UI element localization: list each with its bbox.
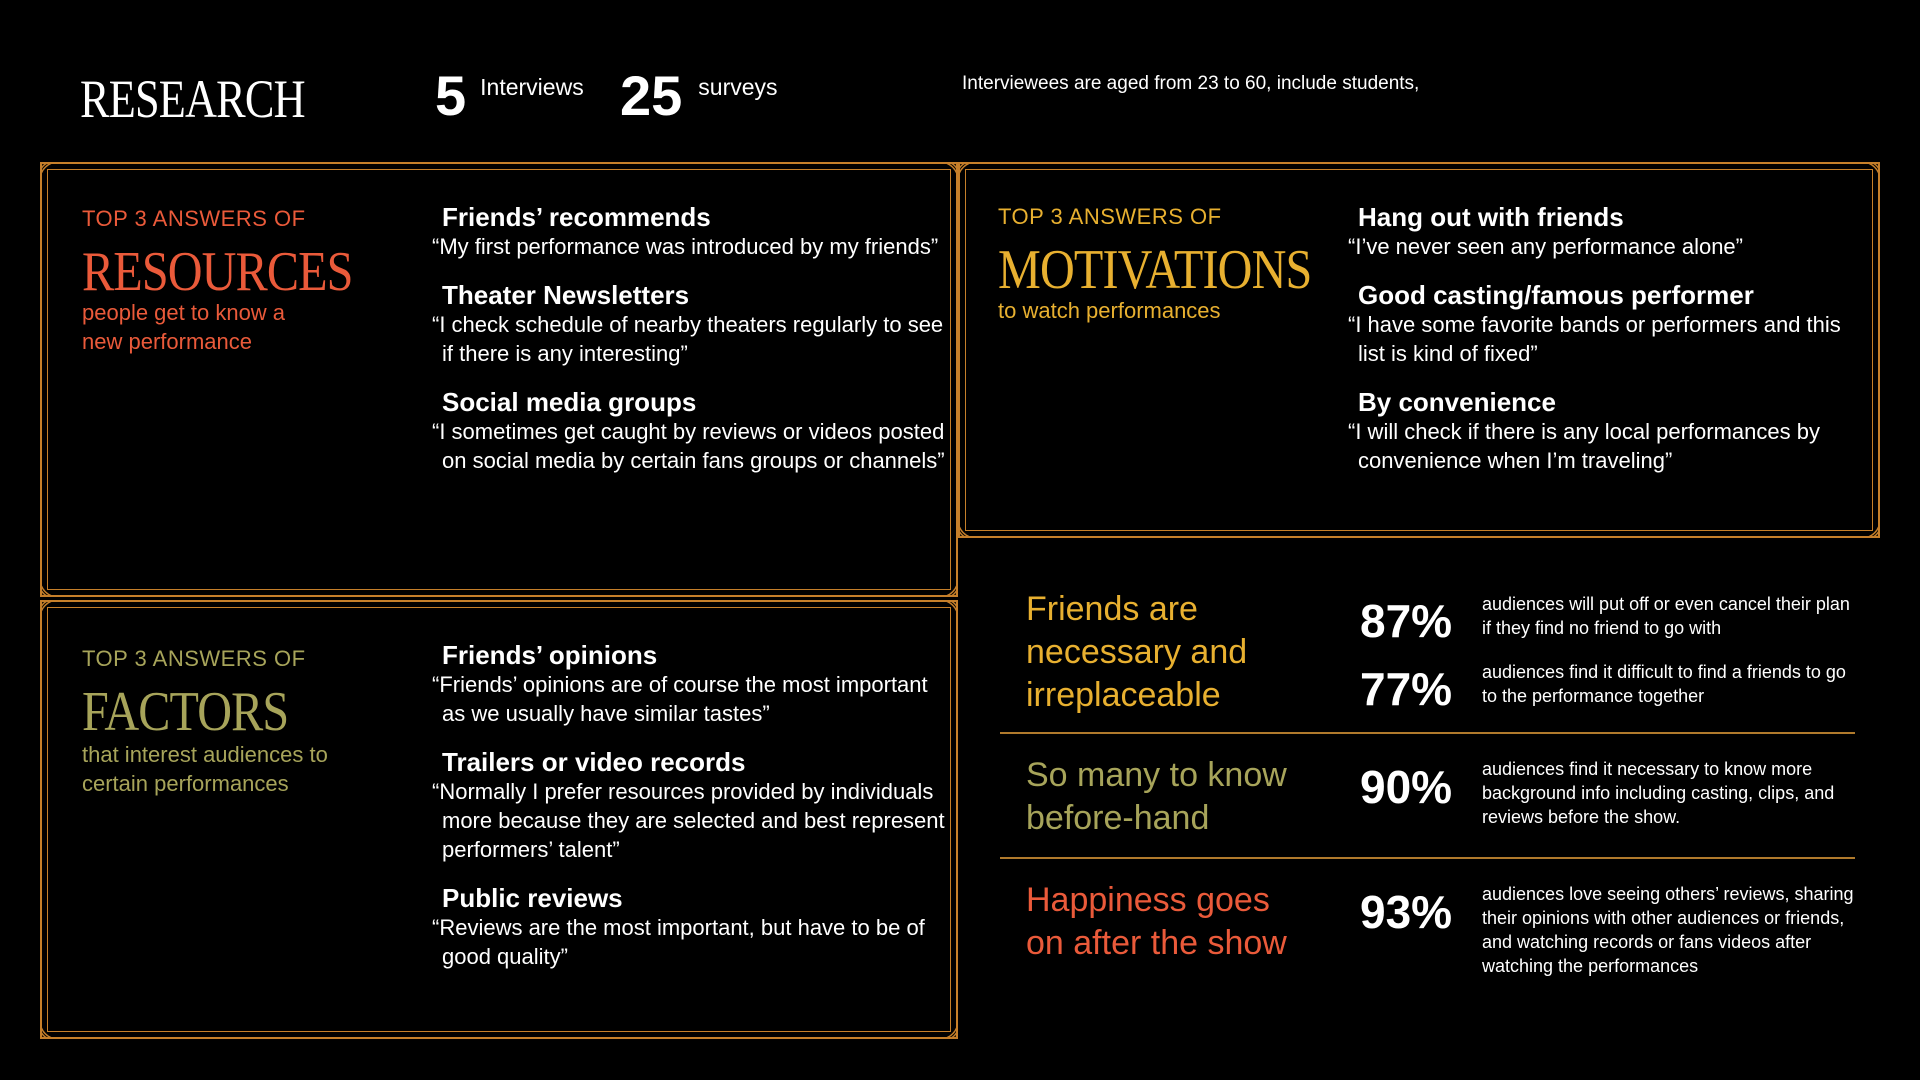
corner-ornament — [40, 600, 64, 624]
insight-before-hand — [1000, 754, 1855, 854]
insight-heading-line: So many to know — [1026, 756, 1287, 794]
item-quote: “I have some favorite bands or performers and this list is kind of fixed” — [1348, 312, 1841, 366]
insight-heading-line: necessary and — [1026, 633, 1248, 671]
item-quote: “I sometimes get caught by reviews or videos posted on social media by certain fans groups or channels” — [432, 419, 945, 473]
item-quote: “I’ve never seen any performance alone” — [1348, 234, 1743, 259]
list-item — [1348, 202, 1868, 261]
item-quote: “Friends’ opinions are of course the most important as we usually have similar tastes” — [432, 672, 928, 726]
resources-subtitle-2: new performance — [82, 329, 252, 354]
corner-ornament — [40, 162, 64, 186]
surveys-stat — [620, 64, 778, 127]
motivations-title: MOTIVATIONS — [998, 239, 1312, 301]
list-item — [432, 883, 952, 971]
corner-ornament — [40, 1015, 64, 1039]
resources-title: RESOURCES — [82, 241, 353, 303]
insight-heading-line: before-hand — [1026, 799, 1210, 837]
list-item — [1348, 387, 1868, 475]
insight-heading-line: irreplaceable — [1026, 676, 1221, 714]
item-heading: Friends’ opinions — [442, 640, 658, 670]
factors-title: FACTORS — [82, 681, 289, 743]
stat-description: audiences will put off or even cancel their plan if they find no friend to go with — [1482, 594, 1850, 638]
surveys-count: 25 — [620, 64, 683, 127]
resources-list — [432, 202, 952, 494]
insight-happiness — [1000, 879, 1855, 1009]
list-item — [432, 387, 952, 475]
stat-percent: 77% — [1360, 663, 1453, 715]
item-heading: Trailers or video records — [442, 747, 746, 777]
stat-description: audiences find it necessary to know more background info including casting, clips, and reviews before the show. — [1482, 759, 1835, 827]
stat-percent: 90% — [1360, 761, 1453, 813]
corner-ornament — [934, 573, 958, 597]
interviews-label: Interviews — [480, 74, 584, 100]
divider — [1000, 857, 1855, 859]
surveys-label: surveys — [698, 74, 778, 100]
motivations-subtitle: to watch performances — [998, 298, 1221, 323]
resources-panel — [40, 162, 958, 597]
list-item — [432, 640, 952, 728]
motivations-list — [1348, 202, 1868, 494]
interviews-stat — [435, 64, 584, 127]
corner-ornament — [1856, 162, 1880, 186]
list-item — [1348, 280, 1868, 368]
item-heading: Hang out with friends — [1358, 202, 1624, 232]
factors-list — [432, 640, 952, 990]
page-title: RESEARCH — [80, 69, 305, 129]
corner-ornament — [1856, 514, 1880, 538]
divider — [1000, 732, 1855, 734]
item-quote: “Normally I prefer resources provided by individuals more because they are selected and best represent performers’ talent” — [432, 779, 945, 862]
list-item — [432, 747, 952, 864]
list-item — [432, 202, 952, 261]
insight-heading-line: Happiness goes — [1026, 881, 1270, 919]
item-heading: Public reviews — [442, 883, 623, 913]
insight-heading — [1026, 879, 1287, 965]
corner-ornament — [958, 514, 982, 538]
insight-heading — [1026, 754, 1287, 840]
item-quote: “I will check if there is any local performances by convenience when I’m traveling” — [1348, 419, 1820, 473]
stat-percent: 87% — [1360, 595, 1453, 647]
corner-ornament — [934, 600, 958, 624]
resources-kicker: TOP 3 ANSWERS OF — [82, 206, 306, 231]
corner-ornament — [958, 162, 982, 186]
factors-panel — [40, 600, 958, 1039]
item-quote: “My first performance was introduced by my friends” — [432, 234, 939, 259]
item-heading: By convenience — [1358, 387, 1556, 417]
factors-kicker: TOP 3 ANSWERS OF — [82, 646, 306, 671]
insight-heading-line: on after the show — [1026, 924, 1287, 962]
interviews-count: 5 — [435, 64, 467, 127]
item-quote: “I check schedule of nearby theaters regularly to see if there is any interesting” — [432, 312, 944, 366]
item-heading: Theater Newsletters — [442, 280, 690, 310]
intro-text: Interviewees are aged from 23 to 60, include students, — [962, 73, 1420, 94]
insight-heading-line: Friends are — [1026, 590, 1198, 628]
stat-description: audiences love seeing others’ reviews, sharing their opinions with other audiences or friends, and watching records or fans videos after watching the performances — [1482, 884, 1854, 976]
item-heading: Friends’ recommends — [442, 202, 711, 232]
insight-friends — [1000, 588, 1855, 728]
corner-ornament — [40, 573, 64, 597]
list-item — [432, 280, 952, 368]
resources-subtitle-1: people get to know a — [82, 300, 286, 325]
item-heading: Social media groups — [442, 387, 697, 417]
insight-heading — [1026, 588, 1247, 717]
corner-ornament — [934, 162, 958, 186]
motivations-kicker: TOP 3 ANSWERS OF — [998, 204, 1222, 229]
stat-description: audiences find it difficult to find a friends to go to the performance together — [1482, 662, 1846, 706]
corner-ornament — [934, 1015, 958, 1039]
stat-percent: 93% — [1360, 886, 1453, 938]
factors-subtitle-2: certain performances — [82, 771, 289, 796]
factors-subtitle-1: that interest audiences to — [82, 742, 328, 767]
motivations-panel — [958, 162, 1880, 538]
item-quote: “Reviews are the most important, but have to be of good quality” — [432, 915, 925, 969]
item-heading: Good casting/famous performer — [1358, 280, 1754, 310]
